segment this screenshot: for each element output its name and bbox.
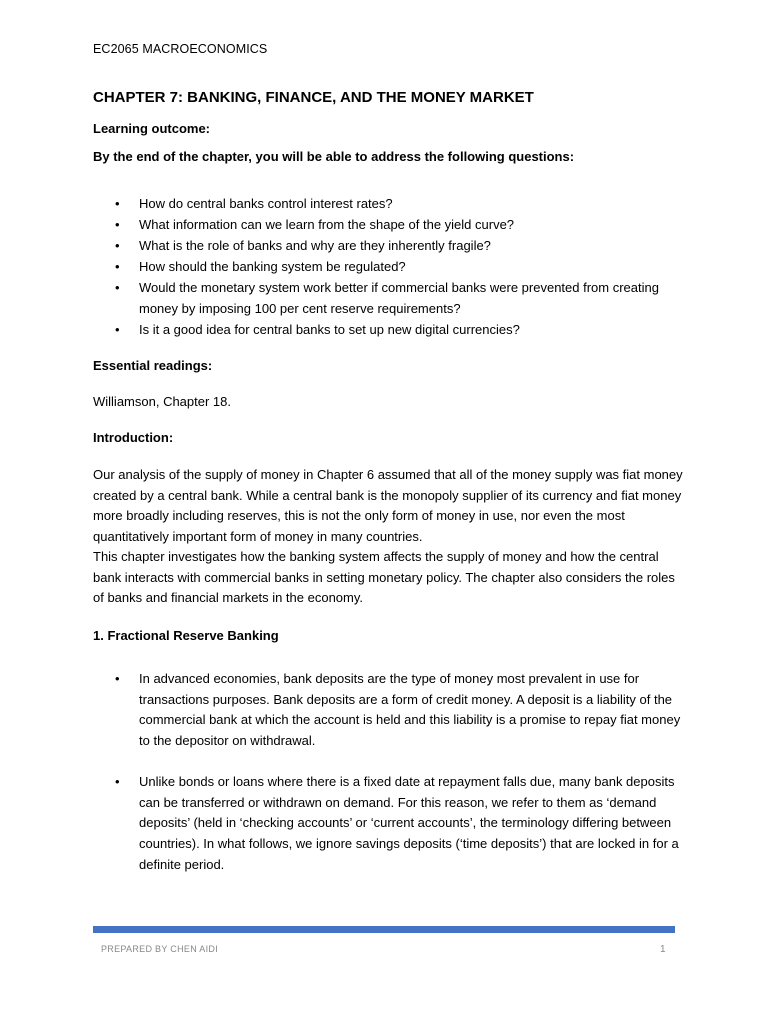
bullet-icon: • <box>115 217 120 232</box>
essential-readings-label: Essential readings: <box>93 358 213 373</box>
learning-outcome-intro: By the end of the chapter, you will be able to address the following questions: <box>93 149 575 164</box>
footer-rule <box>93 926 675 933</box>
introduction-paragraph: This chapter investigates how the banking system affects the supply of money and how the central bank interacts with commercial banks in setting monetary policy. The chapter also considers the roles of banks and financial markets in the economy. <box>93 549 675 605</box>
essential-readings-text: Williamson, Chapter 18. <box>93 394 231 409</box>
list-item <box>93 214 683 235</box>
section-title: 1. Fractional Reserve Banking <box>93 628 279 643</box>
list-item <box>93 669 683 752</box>
course-code-header: EC2065 MACROECONOMICS <box>93 42 268 56</box>
bullet-icon: • <box>115 773 120 789</box>
chapter-title: CHAPTER 7: BANKING, FINANCE, AND THE MONEY MARKET <box>93 89 534 106</box>
list-item <box>93 256 683 277</box>
page-number: 1 <box>660 944 666 955</box>
question-text: What is the role of banks and why are they inherently fragile? <box>139 238 491 253</box>
bullet-icon: • <box>115 196 120 211</box>
bullet-text: In advanced economies, bank deposits are the type of money most prevalent in use for transactions purposes. Bank deposits are a form of credit money. A deposit is a liability of the commercial bank at which the account is held and this liability is a promise to repay fiat money to the depositor on withdrawal. <box>139 671 681 749</box>
bullet-icon: • <box>115 280 120 295</box>
bullet-icon: • <box>115 238 120 253</box>
introduction-paragraph: Our analysis of the supply of money in Chapter 6 assumed that all of the money supply was fiat money created by a central bank. While a central bank is the monopoly supplier of its currency and fiat money more broadly including reserves, this is not the only form of money in use, nor even the most quantitatively important form of money in many countries. <box>93 467 683 544</box>
introduction-label: Introduction: <box>93 430 174 445</box>
footer-prepared-by: PREPARED BY CHEN AIDI <box>101 944 218 954</box>
question-text: Is it a good idea for central banks to set up new digital currencies? <box>139 322 520 337</box>
question-text: How do central banks control interest rates? <box>139 196 393 211</box>
list-item <box>93 277 683 319</box>
list-item <box>93 235 683 256</box>
bullet-icon: • <box>115 671 120 686</box>
bullet-icon: • <box>115 259 120 274</box>
list-item <box>93 319 683 340</box>
bullet-text: Unlike bonds or loans where there is a fixed date at repayment falls due, many bank deposits can be transferred or withdrawn on demand. For this reason, we refer to them as ‘demand deposits’ (held in ‘checking accounts’ or ‘current accounts’, the terminology differing between countries). In what follows, we ignore savings deposits (‘time deposits’) that are locked in for a definite period. <box>139 773 679 872</box>
question-text: What information can we learn from the shape of the yield curve? <box>139 217 515 232</box>
bullet-icon: • <box>115 322 120 337</box>
list-item <box>93 193 683 214</box>
introduction-body <box>93 465 683 609</box>
learning-outcome-label: Learning outcome: <box>93 121 211 136</box>
question-text: Would the monetary system work better if commercial banks were prevented from creating money by imposing 100 per cent reserve requirements? <box>139 280 659 316</box>
section-bullets-list <box>93 669 683 875</box>
question-text: How should the banking system be regulated? <box>139 259 406 274</box>
learning-questions-list <box>93 193 683 340</box>
list-item <box>93 772 683 876</box>
